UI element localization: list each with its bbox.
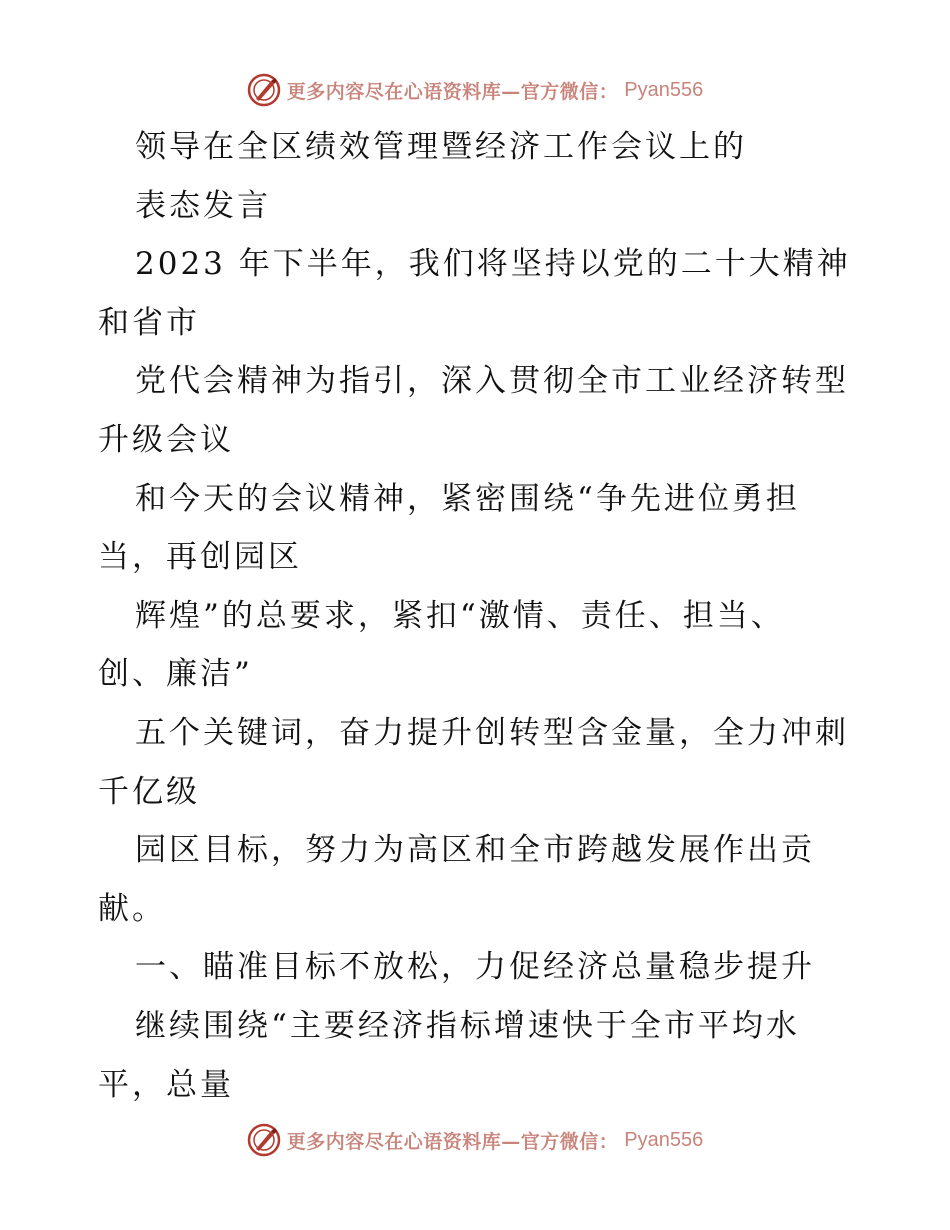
watermark-text: 更多内容尽在心语资料库—官方微信： — [286, 1130, 619, 1153]
text-line: 园区目标，努力为高区和全市跨越发展作出贡 — [135, 832, 815, 869]
header-watermark — [0, 70, 950, 110]
text-line: 表态发言 — [135, 187, 271, 224]
text-line: 千亿级 — [98, 773, 200, 810]
text-line: 和省市 — [98, 304, 200, 341]
text-line: 党代会精神为指引，深入贯彻全市工业经济转型 — [135, 363, 849, 400]
footer-watermark — [0, 1120, 950, 1160]
watermark-id: Pyan556 — [624, 1128, 704, 1151]
text-line: 一、瞄准目标不放松，力促经济总量稳步提升 — [135, 949, 815, 986]
text-line: 和今天的会议精神，紧密围绕“争先进位勇担 — [135, 480, 800, 517]
text-line: 献。 — [98, 890, 166, 927]
text-line: 辉煌”的总要求，紧扣“激情、责任、担当、 — [135, 597, 785, 634]
text-line: 当，再创园区 — [98, 539, 302, 576]
text-line: 2023 年下半年，我们将坚持以党的二十大精神 — [135, 246, 851, 283]
document-body — [98, 118, 858, 1114]
text-line: 平，总量 — [98, 1066, 234, 1103]
text-line: 五个关键词，奋力提升创转型含金量，全力冲刺 — [135, 714, 849, 751]
text-line: 继续围绕“主要经济指标增速快于全市平均水 — [135, 1007, 800, 1044]
text-line: 升级会议 — [98, 421, 234, 458]
watermark-text: 更多内容尽在心语资料库—官方微信： — [286, 80, 619, 103]
watermark-id: Pyan556 — [624, 78, 704, 101]
logo-icon — [247, 1123, 281, 1157]
text-line: 创、廉洁” — [98, 656, 253, 693]
logo-icon — [247, 73, 281, 107]
text-line: 领导在全区绩效管理暨经济工作会议上的 — [135, 129, 747, 165]
